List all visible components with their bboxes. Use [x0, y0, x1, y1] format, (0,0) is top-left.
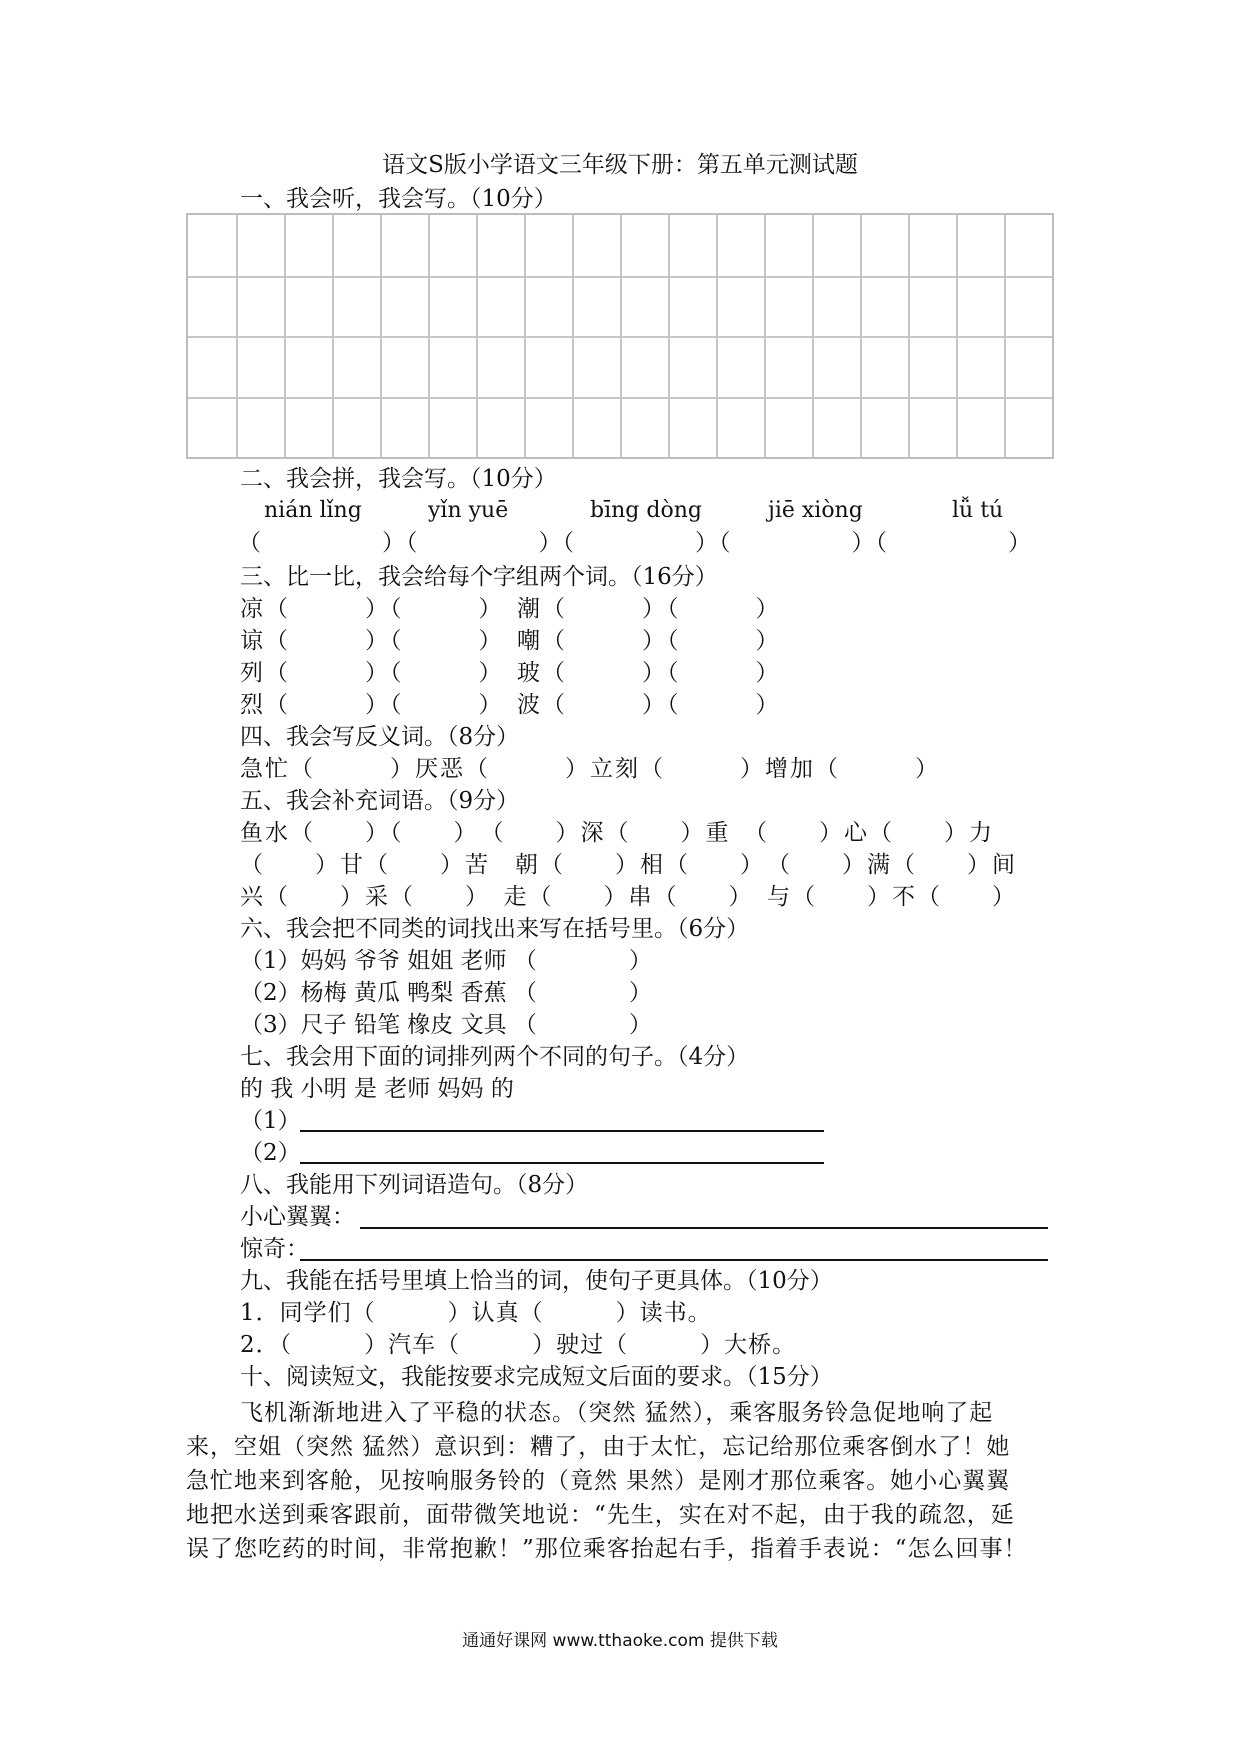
section-9-heading: 九、我能在括号里填上恰当的词，使句子更具体。（10分）: [240, 1268, 833, 1294]
odd-one-row-2[interactable]: （2）杨梅 黄瓜 鸭梨 香蕉 （ ）: [240, 980, 652, 1006]
section-10-heading: 十、阅读短文，我能按要求完成短文后面的要求。（15分）: [240, 1364, 833, 1390]
pinyin-answer-brackets[interactable]: （ ）（ ）（ ）（ ）（ ）: [238, 530, 1032, 556]
compare-row-1[interactable]: 凉（ ）（ ） 潮（ ）（ ）: [240, 596, 781, 622]
sentence-1-answer-line[interactable]: [300, 1130, 824, 1132]
pinyin-3: bīng dòng: [590, 498, 702, 523]
section-7-heading: 七、我会用下面的词排列两个不同的句子。（4分）: [240, 1044, 750, 1070]
grid-row-line: [188, 336, 1052, 338]
sentence-1-label: （1）: [240, 1108, 301, 1134]
section-6-heading: 六、我会把不同类的词找出来写在括号里。（6分）: [240, 916, 750, 942]
fill-sentence-2[interactable]: 2．（ ）汽车（ ）驶过（ ）大桥。: [240, 1332, 797, 1358]
odd-one-row-1[interactable]: （1）妈妈 爷爷 姐姐 老师 （ ）: [240, 948, 652, 974]
section-5-heading: 五、我会补充词语。（9分）: [240, 788, 520, 814]
antonym-row[interactable]: 急忙（ ）厌恶（ ）立刻（ ）增加（ ）: [240, 756, 940, 782]
word-bank: 的 我 小明 是 老师 妈妈 的: [240, 1076, 514, 1102]
page-title: 语文S版小学语文三年级下册：第五单元测试题: [382, 152, 858, 178]
section-2-heading: 二、我会拼，我会写。（10分）: [240, 466, 557, 492]
compare-row-4[interactable]: 烈（ ）（ ） 波（ ）（ ）: [240, 692, 781, 718]
compare-row-2[interactable]: 谅（ ）（ ） 嘲（ ）（ ）: [240, 628, 781, 654]
section-1-heading: 一、我会听，我会写。（10分）: [240, 186, 557, 212]
phrase-2-label: 惊奇：: [240, 1236, 309, 1262]
pinyin-5: lǚ tú: [952, 498, 1004, 523]
phrase-1-answer-line[interactable]: [360, 1227, 1048, 1229]
passage-line-1: 飞机渐渐地进入了平稳的状态。（突然 猛然），乘客服务铃急促地响了起: [240, 1400, 994, 1426]
compare-row-3[interactable]: 列（ ）（ ） 玻（ ）（ ）: [240, 660, 781, 686]
grid-row-line: [188, 276, 1052, 278]
sentence-2-answer-line[interactable]: [300, 1162, 824, 1164]
page-footer: 通通好课网 www.tthaoke.com 提供下载: [462, 1631, 778, 1651]
pinyin-1: nián lǐng: [264, 498, 362, 523]
passage-line-4: 地把水送到乘客跟前，面带微笑地说：“先生，实在对不起，由于我的疏忽，延: [186, 1502, 1015, 1528]
pinyin-2: yǐn yuē: [428, 498, 509, 523]
passage-line-2: 来，空姐（突然 猛然）意识到：糟了，由于太忙，忘记给那位乘客倒水了！她: [186, 1434, 1011, 1460]
idiom-row-1[interactable]: 鱼水（ ）（ ） （ ）深（ ）重 （ ）心（ ）力: [240, 820, 994, 846]
grid-row-line: [188, 397, 1052, 399]
phrase-2-answer-line[interactable]: [300, 1259, 1048, 1261]
section-4-heading: 四、我会写反义词。（8分）: [240, 724, 520, 750]
fill-sentence-1[interactable]: 1．同学们（ ）认真（ ）读书。: [240, 1300, 712, 1326]
idiom-row-3[interactable]: 兴（ ）采（ ） 走（ ）串（ ） 与（ ）不（ ）: [240, 884, 1017, 910]
section-3-heading: 三、比一比，我会给每个字组两个词。（16分）: [240, 564, 718, 590]
odd-one-row-3[interactable]: （3）尺子 铅笔 橡皮 文具 （ ）: [240, 1012, 652, 1038]
sentence-2-label: （2）: [240, 1140, 301, 1166]
idiom-row-2[interactable]: （ ）甘（ ）苦 朝（ ）相（ ） （ ）满（ ）间: [240, 852, 1017, 878]
passage-line-3: 急忙地来到客舱，见按响服务铃的（竟然 果然）是刚才那位乘客。她小心翼翼: [186, 1468, 1011, 1494]
section-8-heading: 八、我能用下列词语造句。（8分）: [240, 1172, 589, 1198]
writing-grid[interactable]: [186, 213, 1054, 459]
passage-line-5: 误了您吃药的时间，非常抱歉！”那位乘客抬起右手，指着手表说：“怎么回事！: [186, 1536, 1028, 1562]
phrase-1-label: 小心翼翼：: [240, 1204, 355, 1230]
pinyin-4: jiē xiòng: [768, 498, 863, 523]
